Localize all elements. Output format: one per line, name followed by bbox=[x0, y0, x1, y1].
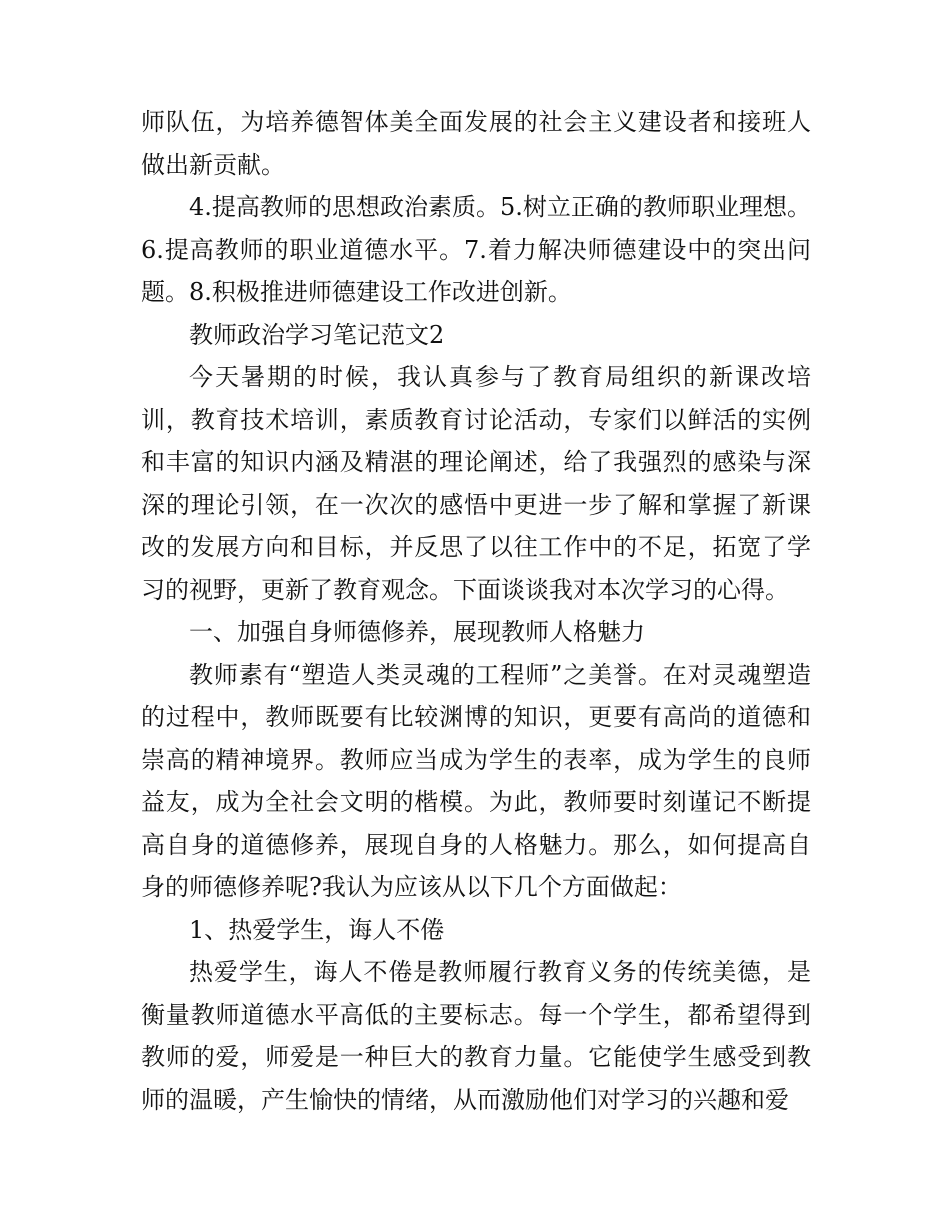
document-body bbox=[141, 101, 811, 1121]
paragraph-intro: 今天暑期的时候，我认真参与了教育局组织的新课改培训，教育技术培训，素质教育讨论活动，专家们以鲜活的实例和丰富的知识内涵及精湛的理论阐述，给了我强烈的感染与深深的理论引领，在一次次的感悟中更进一步了解和掌握了新课改的发展方向和目标，并反思了以往工作中的不足，拓宽了学习的视野，更新了教育观念。下面谈谈我对本次学习的心得。 bbox=[141, 363, 811, 604]
section-title: 教师政治学习笔记范文2 bbox=[189, 320, 445, 349]
paragraph-continuation: 师队伍，为培养德智体美全面发展的社会主义建设者和接班人做出新贡献。 bbox=[141, 108, 811, 179]
paragraph-body: 教师素有“塑造人类灵魂的工程师”之美誉。在对灵魂塑造的过程中，教师既要有比较渊博的知识，更要有高尚的道德和崇高的精神境界。教师应当成为学生的表率，成为学生的良师益友，成为全社会文明的楷模。为此，教师要时刻谨记不断提高自身的道德修养，展现自身的人格魅力。那么，如何提高自身的师德修养呢?我认为应该从以下几个方面做起： bbox=[141, 660, 811, 901]
paragraph-numbered-items: 4.提高教师的思想政治素质。5.树立正确的教师职业理想。6.提高教师的职业道德水平。7.着力解决师德建设中的突出问题。8.积极推进师德建设工作改进创新。 bbox=[141, 193, 811, 306]
heading-level-1: 一、加强自身师德修养，展现教师人格魅力 bbox=[189, 618, 645, 646]
paragraph-body: 热爱学生，诲人不倦是教师履行教育义务的传统美德，是衡量教师道德水平高低的主要标志。每一个学生，都希望得到教师的爱，师爱是一种巨大的教育力量。它能使学生感受到教师的温暖，产生愉快的情绪，从而激励他们对学习的兴趣和爱 bbox=[141, 958, 811, 1114]
heading-level-2: 1、热爱学生，诲人不倦 bbox=[189, 915, 445, 944]
